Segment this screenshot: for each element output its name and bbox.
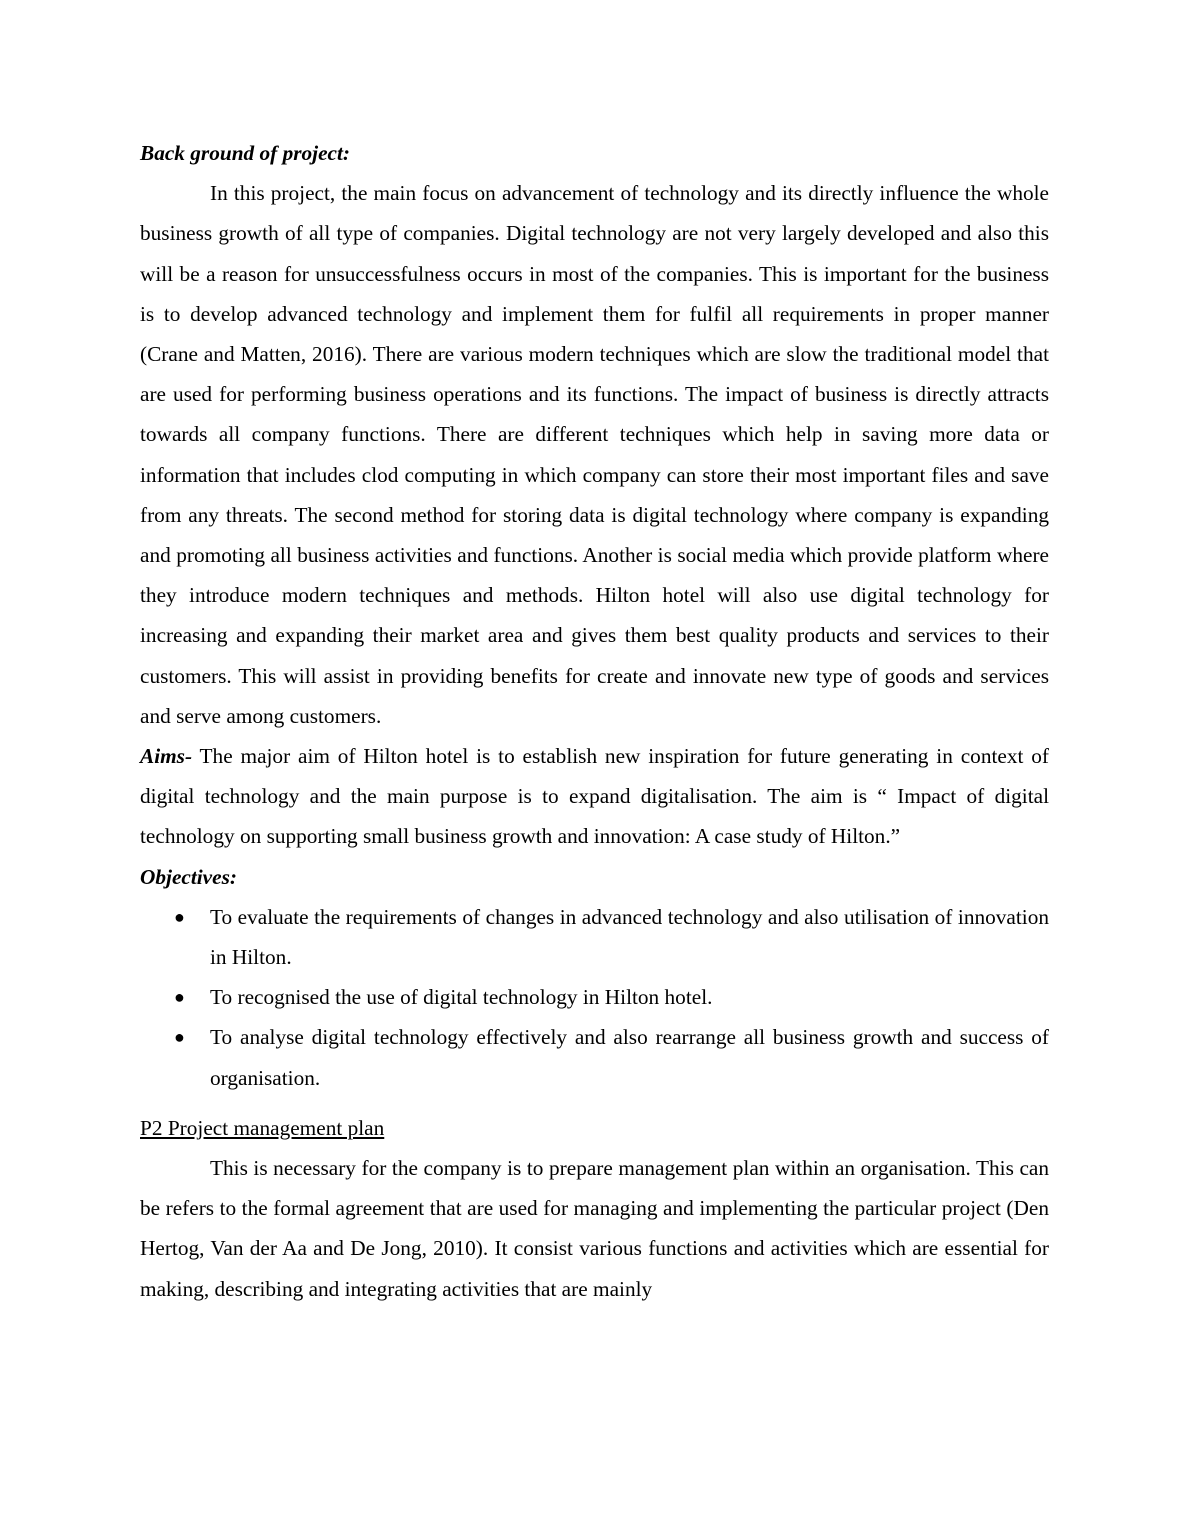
objective-text: To evaluate the requirements of changes in advanced technology and also utilisation of innovation in Hilton. [210,904,1049,970]
aims-label: Aims- [140,744,193,769]
project-plan-title: P2 Project management plan [140,1115,385,1140]
bullet-icon: ● [174,987,185,1008]
bullet-icon: ● [174,1027,185,1048]
bullet-icon: ● [174,906,185,927]
aims-paragraph [140,736,1049,857]
objective-text: To analyse digital technology effectively and also rearrange all business growth and success of organisation. [210,1025,1049,1090]
list-item [140,1017,1049,1097]
list-item [140,897,1049,977]
background-paragraph: In this project, the main focus on advancement of technology and its directly influence the whole business growth of all type of companies. Digital technology are not very largely developed and also this will be a reason for unsuccessfulness occurs in most of the companies. This is important for the business is to develop advanced technology and implement them for fulfil all requirements in proper manner (Crane and Matten, 2016). There are various modern techniques which are slow the traditional model that are used for performing business operations and its functions. The impact of business is directly attracts towards all company functions. There are different techniques which help in saving more data or information that includes clod computing in which company can store their most important files and save from any threats. The second method for storing data is digital technology where company is expanding and promoting all business activities and functions. Another is social media which provide platform where they introduce modern techniques and methods. Hilton hotel will also use digital technology for increasing and expanding their market area and gives them best quality products and services to their customers. This will assist in providing benefits for create and innovate new type of goods and services and serve among customers. [140,181,1049,728]
list-item [140,977,1049,1017]
aims-text: The major aim of Hilton hotel is to establish new inspiration for future generating in context of digital technology and the main purpose is to expand digitalisation. The aim is “ Impact of digital technology on supporting small business growth and innovation: A case study of Hilton.” [140,744,1049,849]
background-heading: Back ground of project: [140,141,351,165]
objective-text: To recognised the use of digital technology in Hilton hotel. [210,985,713,1010]
objectives-heading: Objectives: [140,864,237,889]
objectives-list [140,897,1049,1098]
document-page [140,133,1049,1309]
project-plan-paragraph: This is necessary for the company is to prepare management plan within an organisation. This can be refers to the formal agreement that are used for managing and implementing the particular project (Den Hertog, Van der Aa and De Jong, 2010). It consist various functions and activities which are essential for making, describing and integrating activities that are mainly [140,1156,1049,1301]
